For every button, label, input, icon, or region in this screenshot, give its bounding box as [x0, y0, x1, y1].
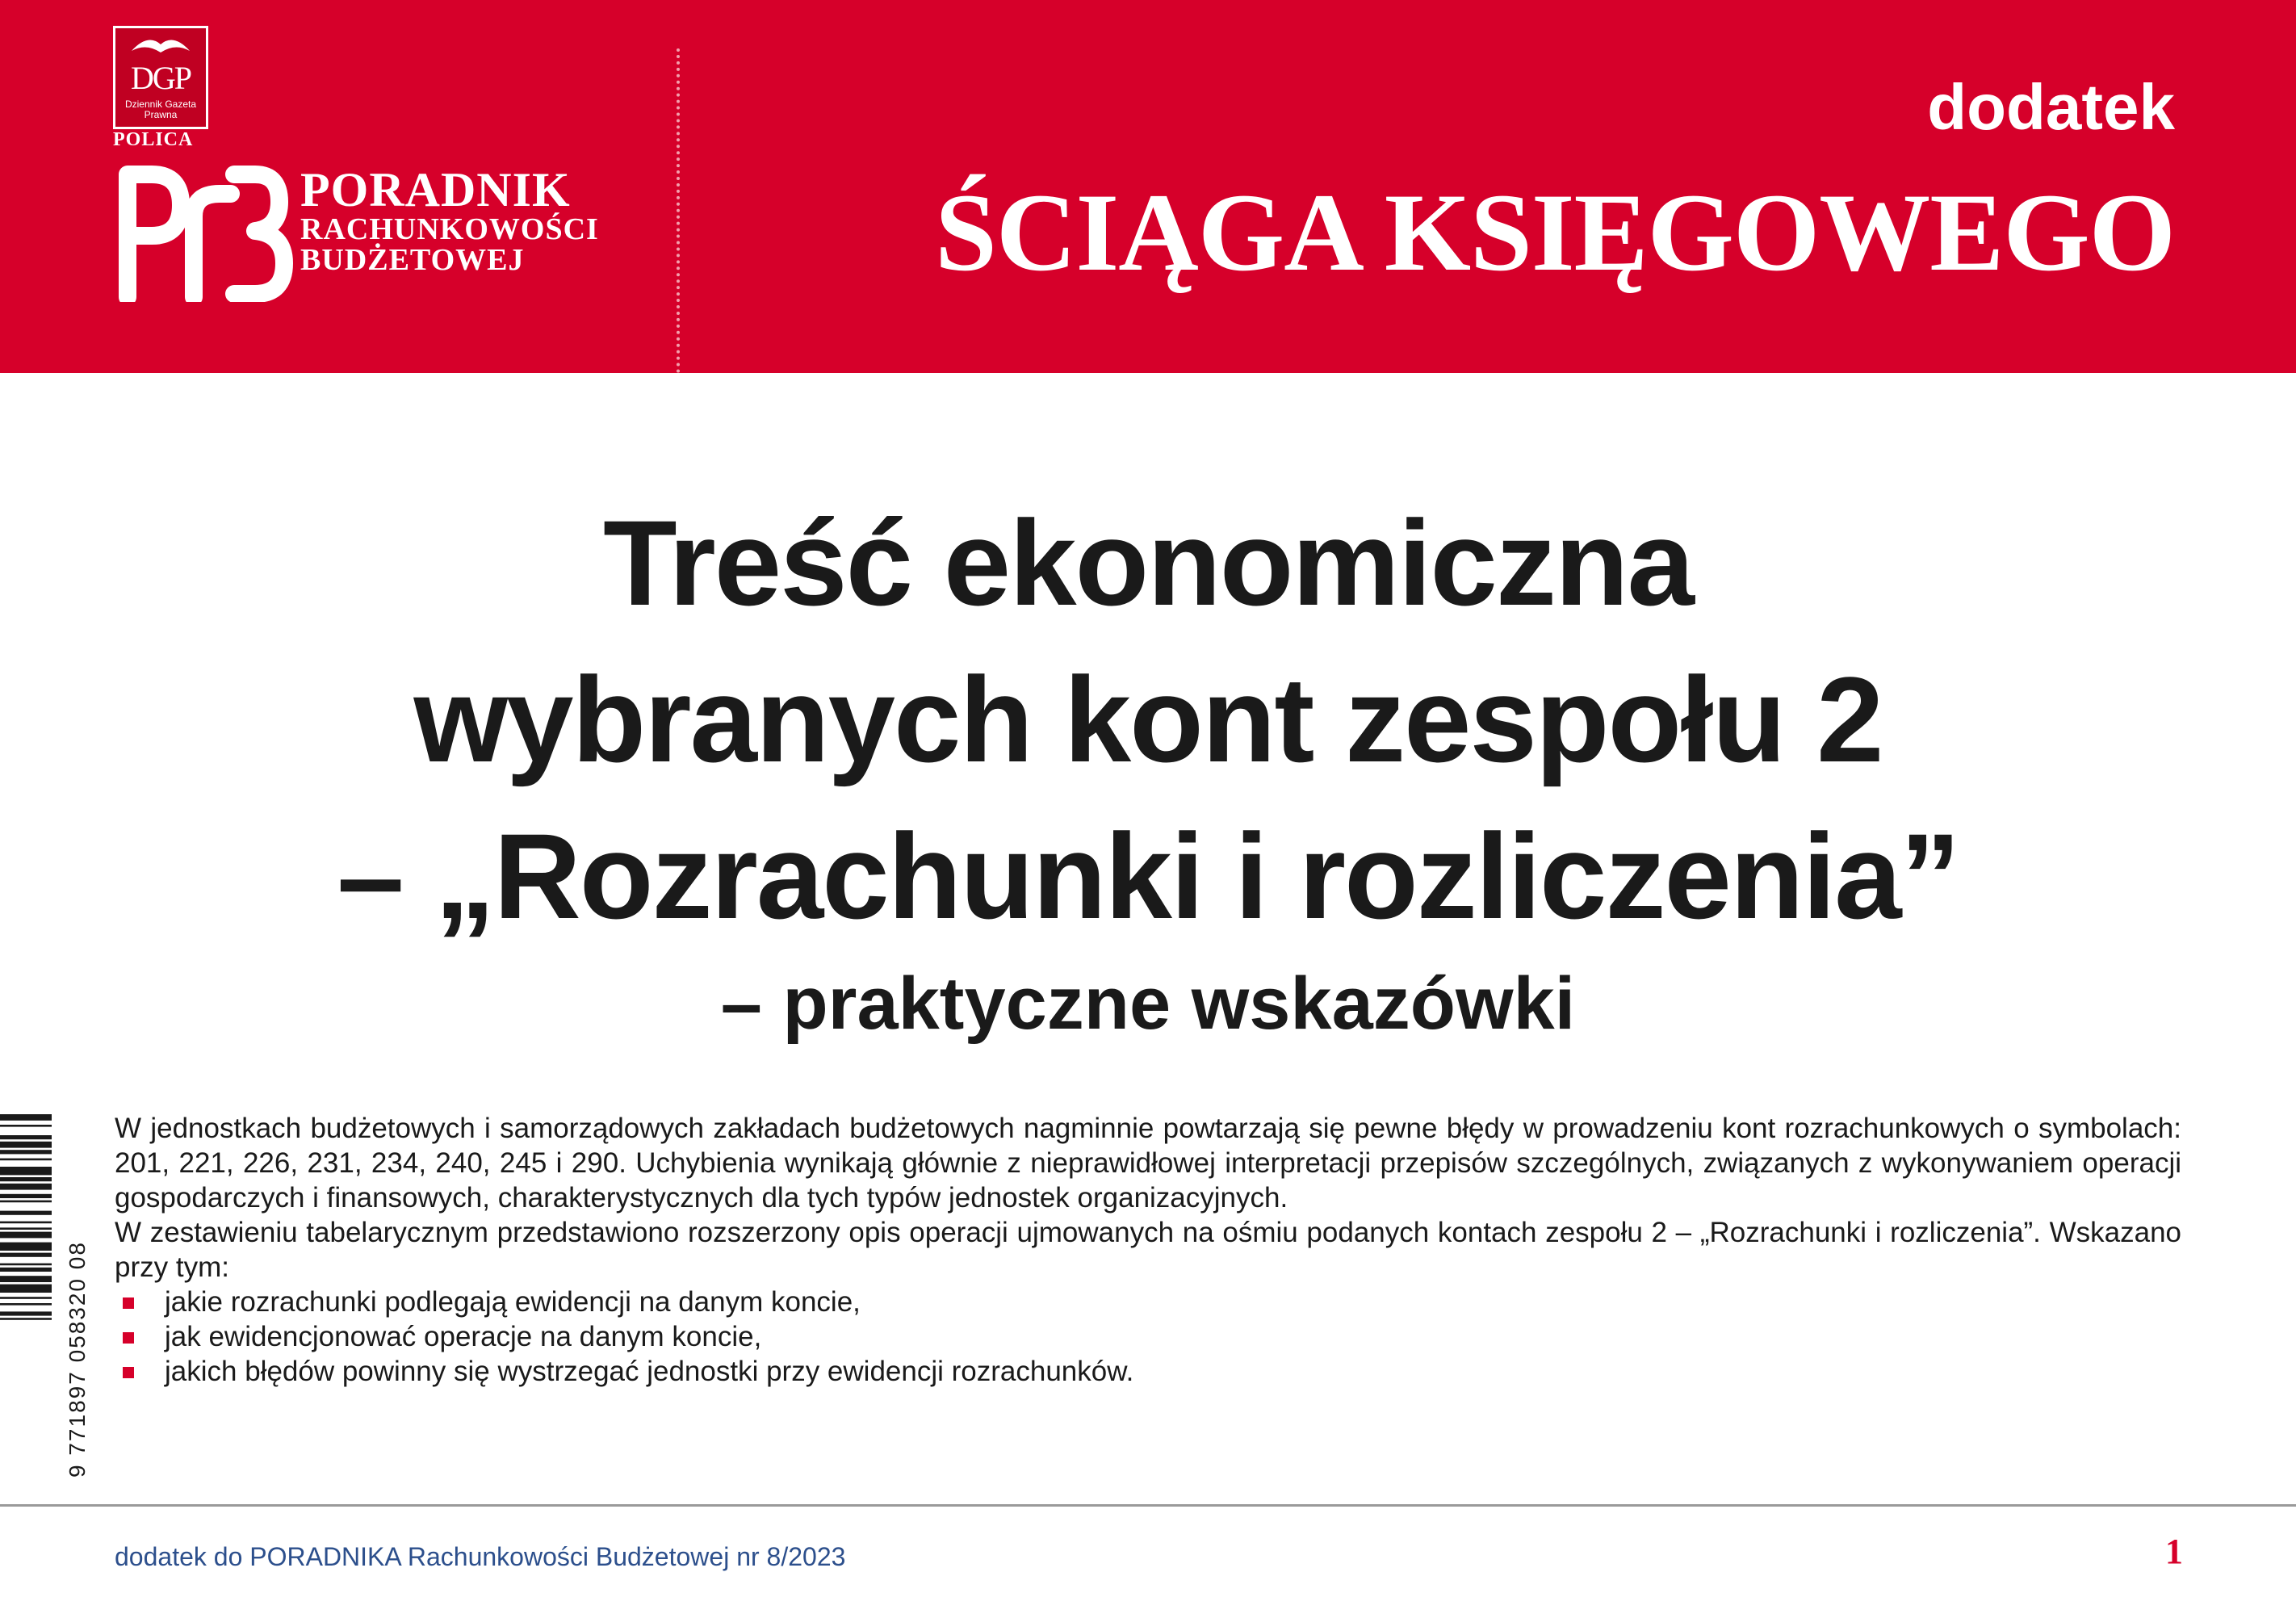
barcode-number: 9 771897 058320 08: [65, 1241, 90, 1478]
barcode-bar: [0, 1184, 52, 1190]
footer-text: dodatek do PORADNIKA Rachunkowości Budżetowej nr 8/2023: [115, 1542, 846, 1571]
barcode-bar: [0, 1150, 52, 1154]
barcode-bar: [0, 1311, 52, 1315]
footer-divider: [0, 1504, 2296, 1507]
title-line-1: Treść ekonomiczna: [603, 495, 1693, 631]
barcode-bar: [0, 1232, 52, 1239]
header-divider: [677, 48, 680, 373]
list-item: [115, 1354, 2181, 1389]
barcode: [0, 1114, 52, 1478]
list-item-text: jakie rozrachunki podlegają ewidencji na danym koncie,: [165, 1286, 861, 1318]
bullet-square-icon: [123, 1367, 134, 1378]
barcode-bar: [0, 1125, 52, 1127]
title-line-2: wybranych kont zespołu 2: [413, 652, 1883, 787]
barcode-bar: [0, 1227, 52, 1230]
title-subtitle: – praktyczne wskazówki: [720, 962, 1576, 1045]
header-band: [0, 0, 2296, 373]
document-title: [0, 484, 2296, 1053]
title-line-3: – „Rozrachunki i rozliczenia”: [337, 808, 1959, 944]
list-item: [115, 1319, 2181, 1354]
barcode-bar: [0, 1167, 52, 1175]
barcode-bar: [0, 1177, 52, 1181]
publication-name-line1: PORADNIK: [300, 163, 571, 216]
prb-logo-mark: [113, 160, 295, 302]
eagle-icon: [115, 28, 206, 61]
barcode-bar: [0, 1211, 52, 1215]
dgp-extra-label: POLICA: [113, 129, 194, 150]
barcode-bar: [0, 1114, 52, 1121]
dgp-logo-subtitle: Dziennik Gazeta Prawna: [124, 99, 197, 120]
intro-text: [115, 1111, 2181, 1389]
barcode-bar: [0, 1285, 52, 1293]
barcode-bar: [0, 1264, 52, 1266]
list-item: [115, 1285, 2181, 1319]
publication-name-line3: BUDŻETOWEJ: [300, 243, 525, 277]
list-item-text: jak ewidencjonować operacje na danym koncie,: [165, 1321, 762, 1352]
supplement-title: ŚCIĄGA KSIĘGOWEGO: [935, 170, 2175, 294]
barcode-bar: [0, 1222, 52, 1224]
list-item-text: jakich błędów powinny się wystrzegać jednostki przy ewidencji rozrachunków.: [165, 1356, 1134, 1387]
barcode-bar: [0, 1135, 52, 1139]
barcode-bar: [0, 1142, 52, 1148]
bullet-square-icon: [123, 1332, 134, 1344]
barcode-bar: [0, 1303, 52, 1306]
bullet-square-icon: [123, 1297, 134, 1309]
barcode-bar: [0, 1318, 52, 1320]
barcode-bar: [0, 1297, 52, 1299]
barcode-bar: [0, 1194, 52, 1198]
publication-name-line2: RACHUNKOWOŚCI: [300, 212, 599, 246]
page-number: 1: [2165, 1532, 2183, 1571]
publication-name: [300, 163, 599, 277]
barcode-bar: [0, 1201, 52, 1203]
supplement-label: dodatek: [1927, 71, 2175, 143]
intro-paragraph-1: W jednostkach budżetowych i samorządowych zakładach budżetowych nagminnie powtarzają się pewne błędy w prowadzeniu kont rozrachunkowych o symbolach: 201, 221, 226, 231, 234, 240, 245 i 290. Uchybienia wynikają głównie z nieprawidłowej interpretacji przepisów szczególnych, związanych z wykonywaniem operacji gospodarczych i finansowych, charakterystycznych dla tych typów jednostek organizacyjnych.: [115, 1113, 2181, 1214]
dgp-logo-text: DGP: [130, 60, 191, 96]
bullet-list: [115, 1285, 2181, 1389]
dgp-logo: [113, 26, 208, 129]
barcode-bar: [0, 1243, 52, 1251]
intro-paragraph-2: W zestawieniu tabelarycznym przedstawiono rozszerzony opis operacji ujmowanych na ośmiu podanych kontach zespołu 2 – „Rozrachunki i rozliczenia”. Wskazano przy tym:: [115, 1217, 2181, 1283]
barcode-bar: [0, 1276, 52, 1282]
barcode-bar: [0, 1268, 52, 1272]
barcode-bar: [0, 1159, 52, 1161]
barcode-digits: [65, 1114, 89, 1478]
barcode-bar: [0, 1253, 52, 1257]
